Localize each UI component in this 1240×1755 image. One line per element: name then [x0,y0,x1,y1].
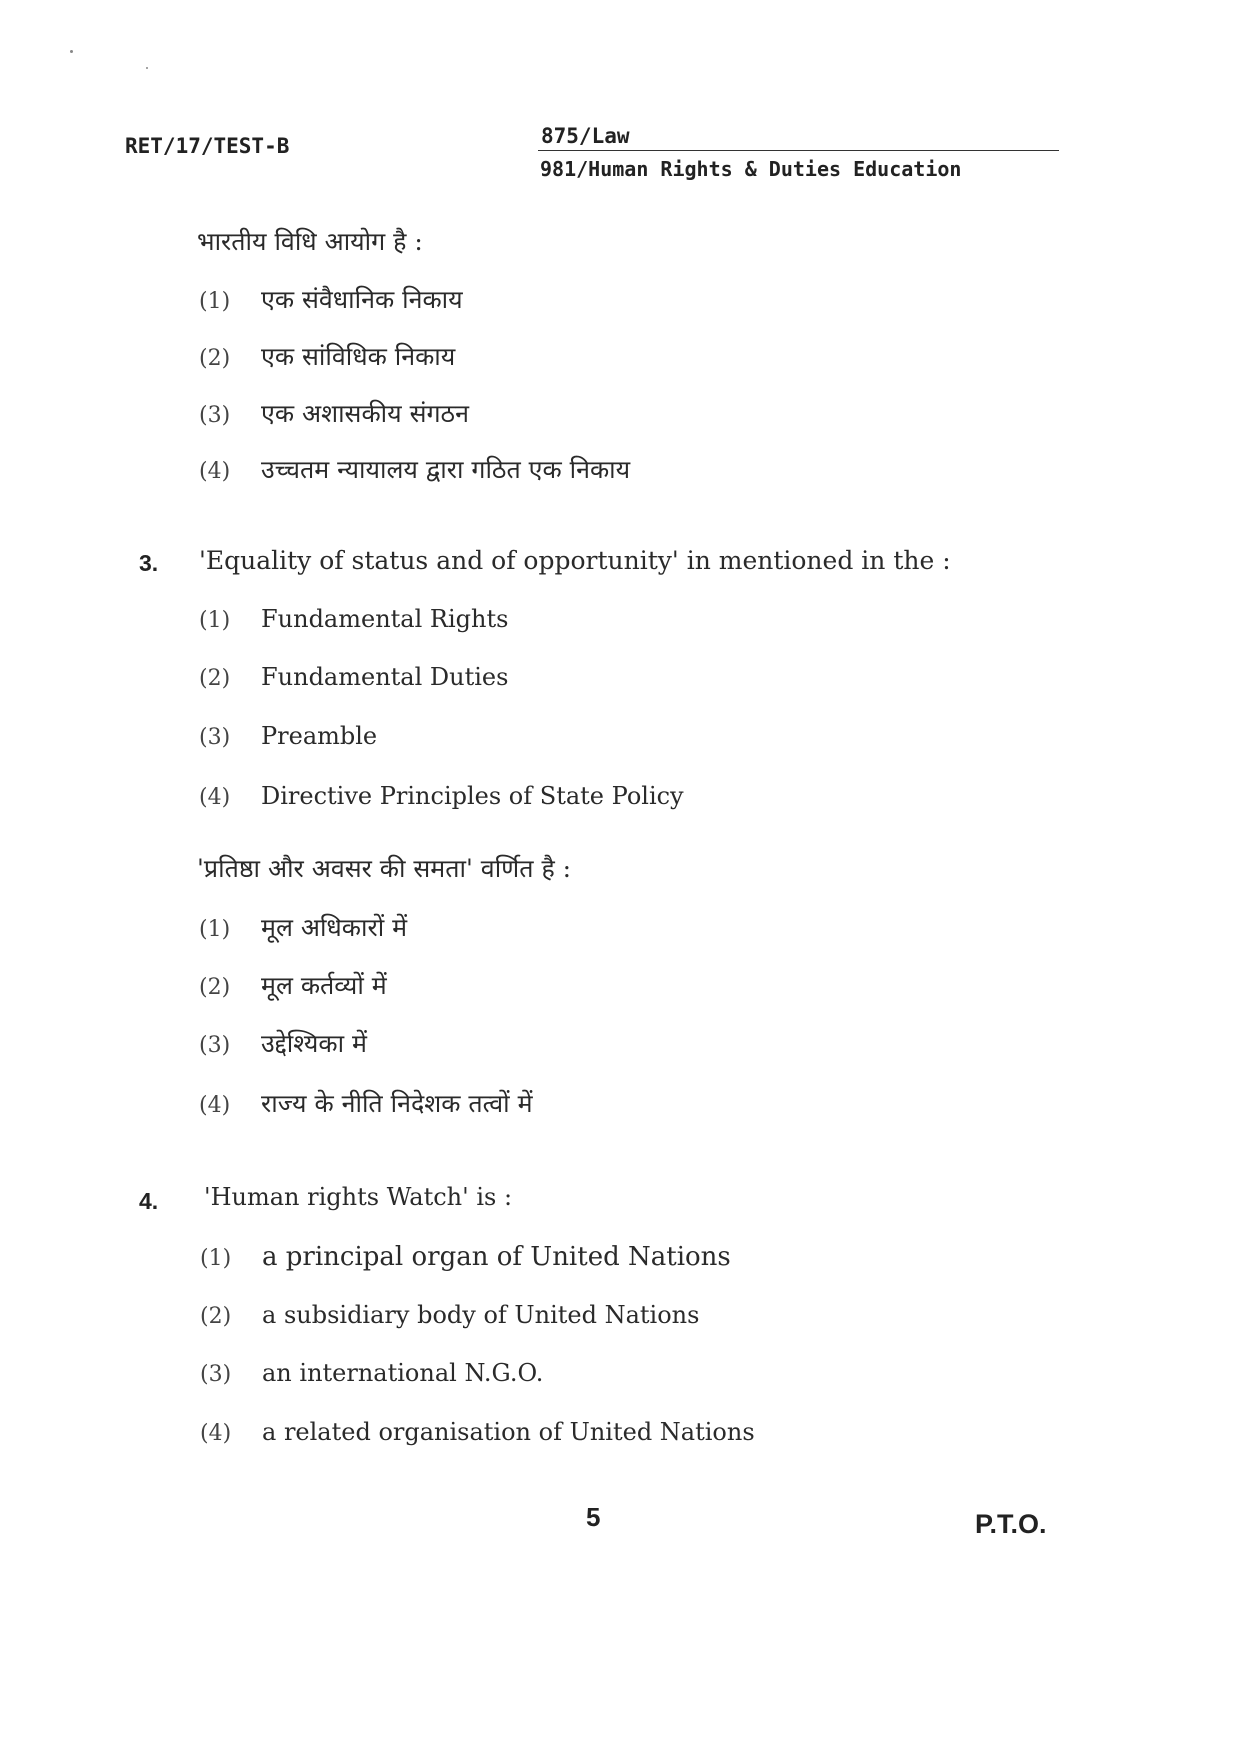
option-text: Preamble [261,722,378,750]
option-number: (3) [199,725,231,750]
scan-speck [146,67,148,69]
q3-option [199,663,508,691]
subject-code: 875/Law [541,124,630,148]
subject-title: 981/Human Rights & Duties Education [540,157,962,181]
option-number: (4) [199,459,231,484]
q3-hindi-option [199,968,387,1002]
option-number: (4) [199,785,231,810]
option-text: उच्चतम न्यायालय द्वारा गठित एक निकाय [261,455,631,484]
option-number: (2) [199,346,231,371]
q3-option [199,605,508,633]
option-text: Directive Principles of State Policy [261,782,684,810]
option-number: (3) [200,1362,232,1387]
option-text: an international N.G.O. [262,1359,544,1387]
option-text: एक सांविधिक निकाय [261,342,456,371]
q4-option [200,1242,731,1272]
option-number: (1) [199,917,231,942]
q3-hindi-option [199,1026,367,1060]
option-number: (2) [199,975,231,1000]
option-text: a subsidiary body of United Nations [262,1301,700,1329]
option-number: (1) [200,1246,232,1271]
q4-option [200,1418,755,1446]
page-number: 5 [586,1502,601,1532]
option-number: (2) [199,666,231,691]
option-text: Fundamental Duties [261,663,509,691]
q4-option [200,1359,543,1387]
option-number: (1) [199,289,231,314]
option-text: मूल कर्तव्यों में [261,971,387,1000]
option-number: (1) [199,608,231,633]
q3-hindi-option [199,910,407,944]
q2-hindi-option [199,282,463,316]
q2-hindi-option [199,452,630,486]
q2-hindi-stem: भारतीय विधि आयोग है : [197,227,423,256]
q3-option [199,782,684,810]
pto-marker: P.T.O. [975,1509,1047,1539]
option-text: मूल अधिकारों में [261,913,408,942]
option-text: उद्देश्यिका में [261,1029,367,1058]
option-number: (2) [200,1304,232,1329]
q3-hindi-option [199,1086,533,1120]
q2-hindi-option [199,396,469,430]
q4-option [200,1301,699,1329]
option-number: (4) [199,1093,231,1118]
question-number: 4. [139,1188,159,1214]
q3-hindi-stem: 'प्रतिष्ठा और अवसर की समता' वर्णित है : [197,854,572,883]
option-text: a principal organ of United Nations [262,1242,731,1272]
option-text: a related organisation of United Nations [262,1418,755,1446]
q3-option [199,722,377,750]
option-number: (3) [199,403,231,428]
scan-speck [70,50,73,53]
question-number: 3. [139,550,159,576]
q4-stem: 'Human rights Watch' is : [204,1183,513,1211]
option-number: (3) [199,1033,231,1058]
paper-code: RET/17/TEST-B [125,134,290,158]
option-number: (4) [200,1421,232,1446]
option-text: राज्य के नीति निदेशक तत्वों में [261,1089,533,1118]
option-text: एक अशासकीय संगठन [261,399,469,428]
header-rule [538,150,1059,151]
option-text: Fundamental Rights [261,605,509,633]
option-text: एक संवैधानिक निकाय [261,285,463,314]
q3-stem: 'Equality of status and of opportunity' in mentioned in the : [199,546,951,575]
q2-hindi-option [199,339,455,373]
